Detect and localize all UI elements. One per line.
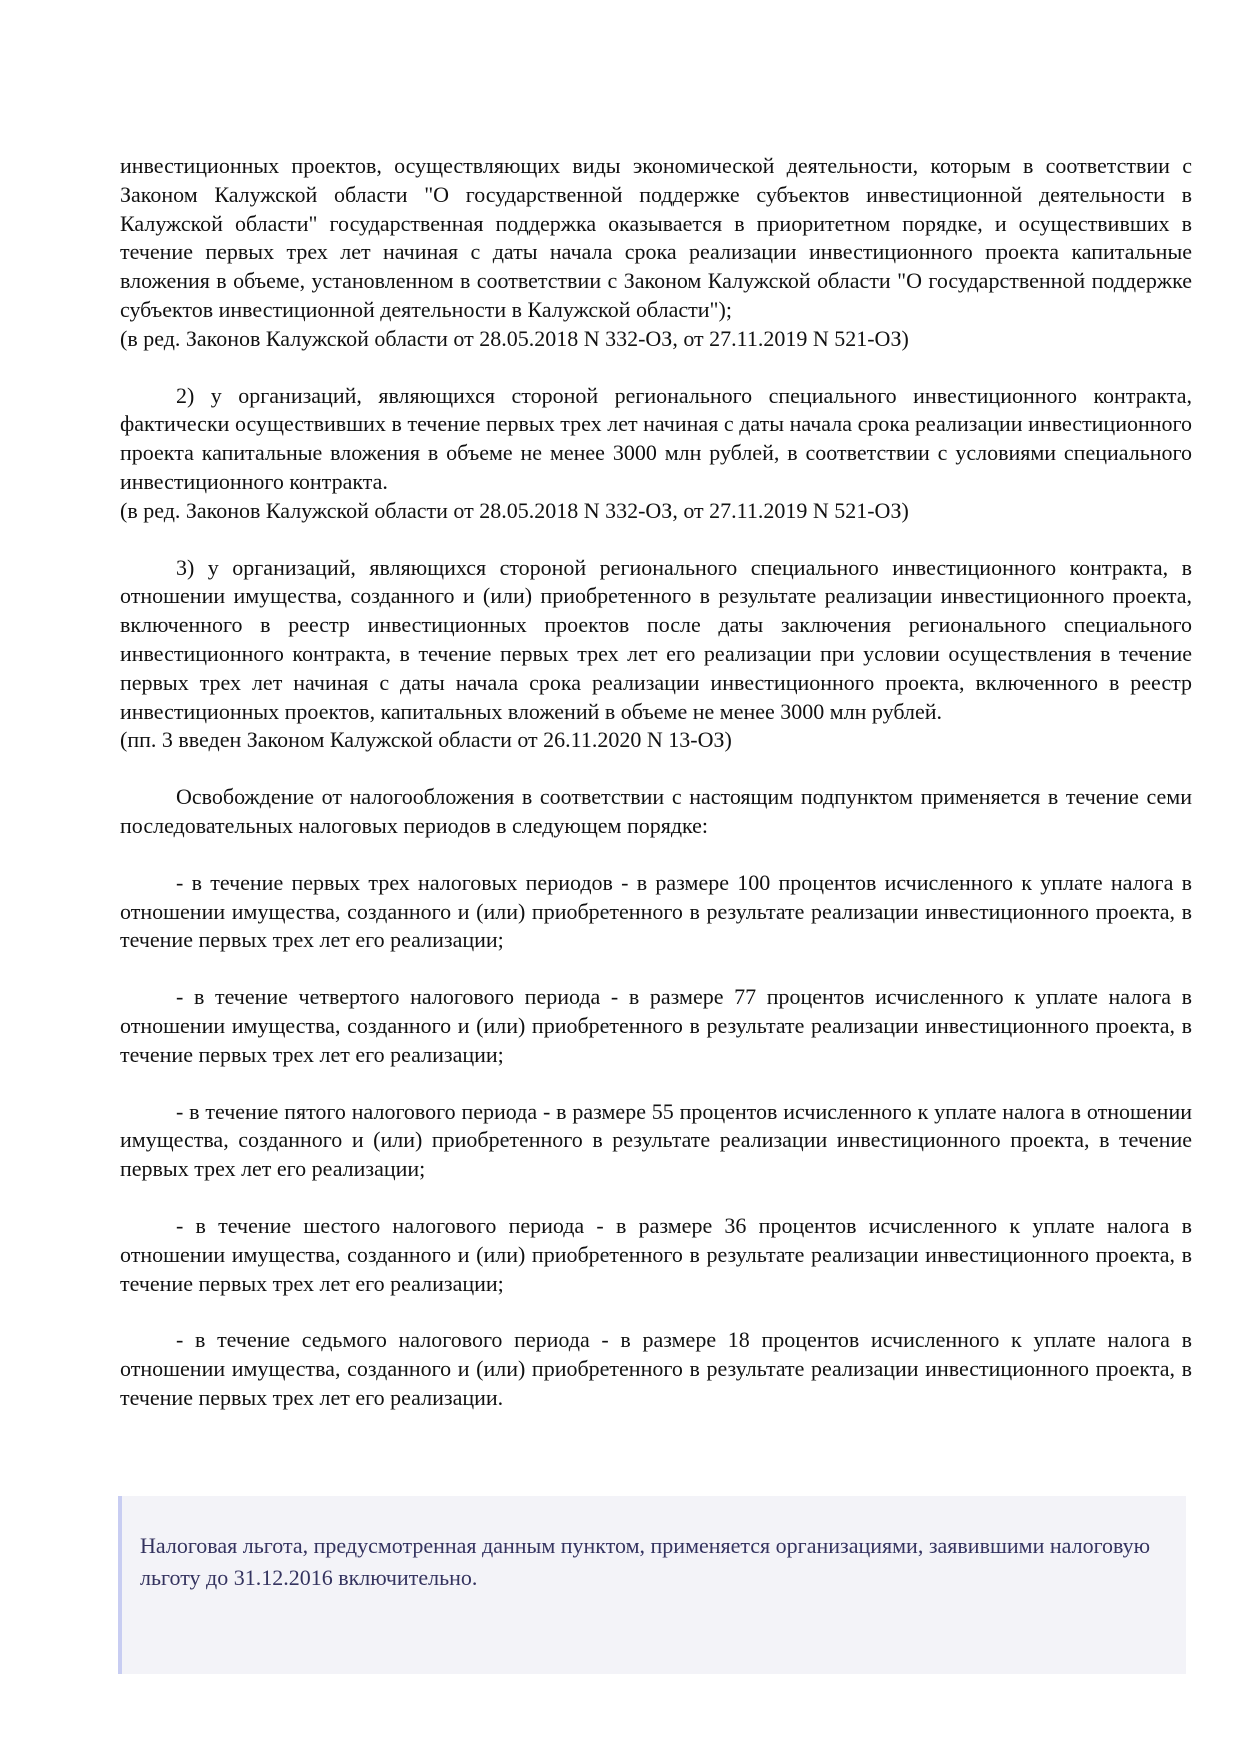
list-item-period-5: - в течение пятого налогового периода - в размере 55 процентов исчисленного к уплате налога в отношении имущества, созданного и (или) приобретенного в результате реализации инвестиционного проекта, в течение первых трех лет его реализации; (120, 1098, 1192, 1182)
info-note-box (118, 1496, 1186, 1674)
paragraph-exemption: Освобождение от налогообложения в соответствии с настоящим подпунктом применяется в течение семи последовательных налоговых периодов в следующем порядке: (120, 784, 1192, 838)
list-item-period-7: - в течение седьмого налогового периода - в размере 18 процентов исчисленного к уплате налога в отношении имущества, созданного и (или) приобретенного в результате реализации инвестиционного проекта, в течение первых трех лет его реализации. (120, 1327, 1192, 1410)
paragraph-item-3: 3) у организаций, являющихся стороной регионального специального инвестиционного контракта, в отношении имущества, созданного и (или) приобретенного в результате реализации инвестиционного проекта, включенного в реестр инвестиционных проектов после даты заключения регионального специального инвестиционного контракта, в течение первых трех лет его реализации при условии осуществления в течение первых трех лет начиная с даты начала срока реализации инвестиционного проекта, включенного в реестр инвестиционных проектов, капитальных вложений в объеме не менее 3000 млн рублей. (120, 554, 1192, 724)
list-item-period-4: - в течение четвертого налогового периода - в размере 77 процентов исчисленного к уплате налога в отношении имущества, созданного и (или) приобретенного в результате реализации инвестиционного проекта, в течение первых трех лет его реализации; (120, 984, 1192, 1067)
list-item-period-6: - в течение шестого налогового периода - в размере 36 процентов исчисленного к уплате налога в отношении имущества, созданного и (или) приобретенного в результате реализации инвестиционного проекта, в течение первых трех лет его реализации; (120, 1212, 1192, 1296)
amendment-note: (в ред. Законов Калужской области от 28.05.2018 N 332-ОЗ, от 27.11.2019 N 521-ОЗ) (120, 325, 909, 351)
paragraph-continuation: инвестиционных проектов, осуществляющих виды экономической деятельности, которым в соответствии с Законом Калужской области "О государственной поддержке субъектов инвестиционной деятельности в Калужской области" государственная поддержка оказывается в приоритетном порядке, и осуществивших в течение первых трех лет начиная с даты начала срока реализации инвестиционного проекта капитальные вложения в объеме, установленном в соответствии с Законом Калужской области "О государственной поддержке субъектов инвестиционной деятельности в Калужской области"); (120, 153, 1192, 322)
paragraph-item-2: 2) у организаций, являющихся стороной регионального специального инвестиционного контракта, фактически осуществивших в течение первых трех лет начиная с даты начала срока реализации инвестиционного проекта капитальные вложения в объеме не менее 3000 млн рублей, в соответствии с условиями специального инвестиционного контракта. (120, 382, 1192, 494)
info-note-text: Налоговая льгота, предусмотренная данным пунктом, применяется организациями, заявившими налоговую льготу до 31.12.2016 включительно. (140, 1533, 1151, 1590)
amendment-note: (в ред. Законов Калужской области от 28.05.2018 N 332-ОЗ, от 27.11.2019 N 521-ОЗ) (120, 497, 909, 523)
amendment-note: (пп. 3 введен Законом Калужской области от 26.11.2020 N 13-ОЗ) (120, 727, 732, 753)
list-item-period-1-3: - в течение первых трех налоговых периодов - в размере 100 процентов исчисленного к уплате налога в отношении имущества, созданного и (или) приобретенного в результате реализации инвестиционного проекта, в течение первых трех лет его реализации; (120, 869, 1192, 953)
document-body (120, 152, 1192, 1413)
